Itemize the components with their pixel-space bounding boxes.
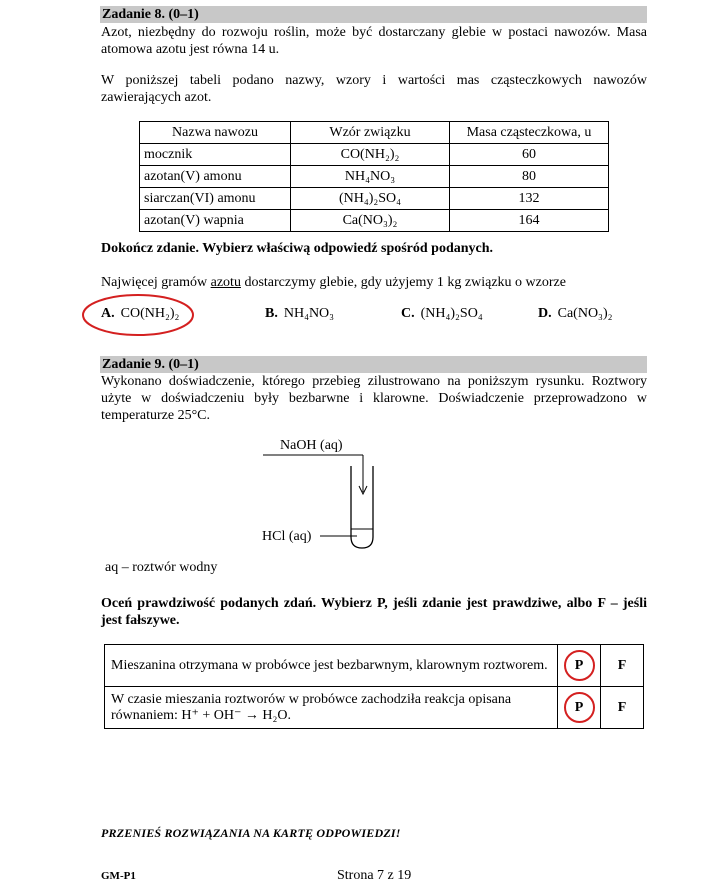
- transfer-note: PRZENIEŚ ROZWIĄZANIA NA KARTĘ ODPOWIEDZI!: [101, 826, 401, 840]
- task8-table-intro: W poniższej tabeli podano nazwy, wzory i wartości mas cząsteczkowych nawozów zawierających azot.: [101, 73, 647, 105]
- table-row: [105, 645, 644, 687]
- table-row: [140, 210, 609, 232]
- hcl-label: HCl (aq): [262, 529, 312, 544]
- task8-instruction: Dokończ zdanie. Wybierz właściwą odpowiedź spośród podanych.: [101, 241, 494, 256]
- option-c[interactable]: C. (NH₄)₂SO₄: [401, 306, 483, 321]
- false-option[interactable]: F: [601, 645, 644, 687]
- task8-intro: Azot, niezbędny do rozwoju roślin, może być dostarczany glebie w postaci nawozów. Masa atomowa azotu jest równa 14 u.: [101, 25, 647, 57]
- task9-intro: Wykonano doświadczenie, którego przebieg zilustrowano na poniższym rysunku. Roztwory użyte w doświadczeniu były bezbarwne i klarowne. Doświadczenie przeprowadzono w temperaturze 25°C.: [101, 374, 647, 423]
- option-a[interactable]: A. CO(NH₂)₂: [101, 306, 180, 321]
- column-header: Wzór związku: [291, 122, 450, 144]
- true-option[interactable]: [558, 645, 601, 687]
- fertilizer-formula: (NH₄)₂SO₄: [291, 188, 450, 210]
- task8-question: Najwięcej gramów azotu dostarczymy glebie, gdy użyjemy 1 kg związku o wzorze: [101, 275, 566, 290]
- table-header-row: [140, 122, 609, 144]
- fertilizer-name: siarczan(VI) amonu: [140, 188, 291, 210]
- fertilizer-mass: 164: [450, 210, 609, 232]
- false-option[interactable]: F: [601, 687, 644, 729]
- statement-text: Mieszanina otrzymana w probówce jest bezbarwnym, klarownym roztworem.: [105, 645, 558, 687]
- table-row: [140, 188, 609, 210]
- fertilizer-name: azotan(V) wapnia: [140, 210, 291, 232]
- fertilizer-table: [139, 121, 609, 232]
- table-row: [140, 166, 609, 188]
- option-b[interactable]: B. NH₄NO₃: [265, 306, 335, 321]
- aq-legend: aq – roztwór wodny: [105, 560, 218, 575]
- true-false-table: [104, 644, 644, 729]
- true-option[interactable]: [558, 687, 601, 729]
- exam-code: GM-P1: [101, 870, 136, 882]
- fertilizer-mass: 132: [450, 188, 609, 210]
- task8-header: Zadanie 8. (0–1): [100, 6, 647, 23]
- table-row: [105, 687, 644, 729]
- circled-mark: P: [564, 692, 595, 723]
- test-tube-diagram: [260, 452, 390, 552]
- underlined-word: azotu: [210, 275, 241, 290]
- fertilizer-name: azotan(V) amonu: [140, 166, 291, 188]
- fertilizer-formula: CO(NH₂)₂: [291, 144, 450, 166]
- fertilizer-formula: NH₄NO₃: [291, 166, 450, 188]
- statement-text: W czasie mieszania roztworów w probówce zachodziła reakcja opisana równaniem: H⁺ + OH⁻ → H₂O.: [105, 687, 558, 729]
- option-d[interactable]: D. Ca(NO₃)₂: [538, 306, 613, 321]
- task9-header: Zadanie 9. (0–1): [100, 356, 647, 373]
- fertilizer-mass: 60: [450, 144, 609, 166]
- column-header: Nazwa nawozu: [140, 122, 291, 144]
- fertilizer-formula: Ca(NO₃)₂: [291, 210, 450, 232]
- task9-instruction: Oceń prawdziwość podanych zdań. Wybierz P, jeśli zdanie jest prawdziwe, albo F – jeśli jest fałszywe.: [101, 596, 647, 628]
- fertilizer-name: mocznik: [140, 144, 291, 166]
- page-number: Strona 7 z 19: [337, 868, 412, 883]
- naoh-label: NaOH (aq): [280, 438, 343, 453]
- circled-mark: P: [564, 650, 595, 681]
- column-header: Masa cząsteczkowa, u: [450, 122, 609, 144]
- table-row: [140, 144, 609, 166]
- fertilizer-mass: 80: [450, 166, 609, 188]
